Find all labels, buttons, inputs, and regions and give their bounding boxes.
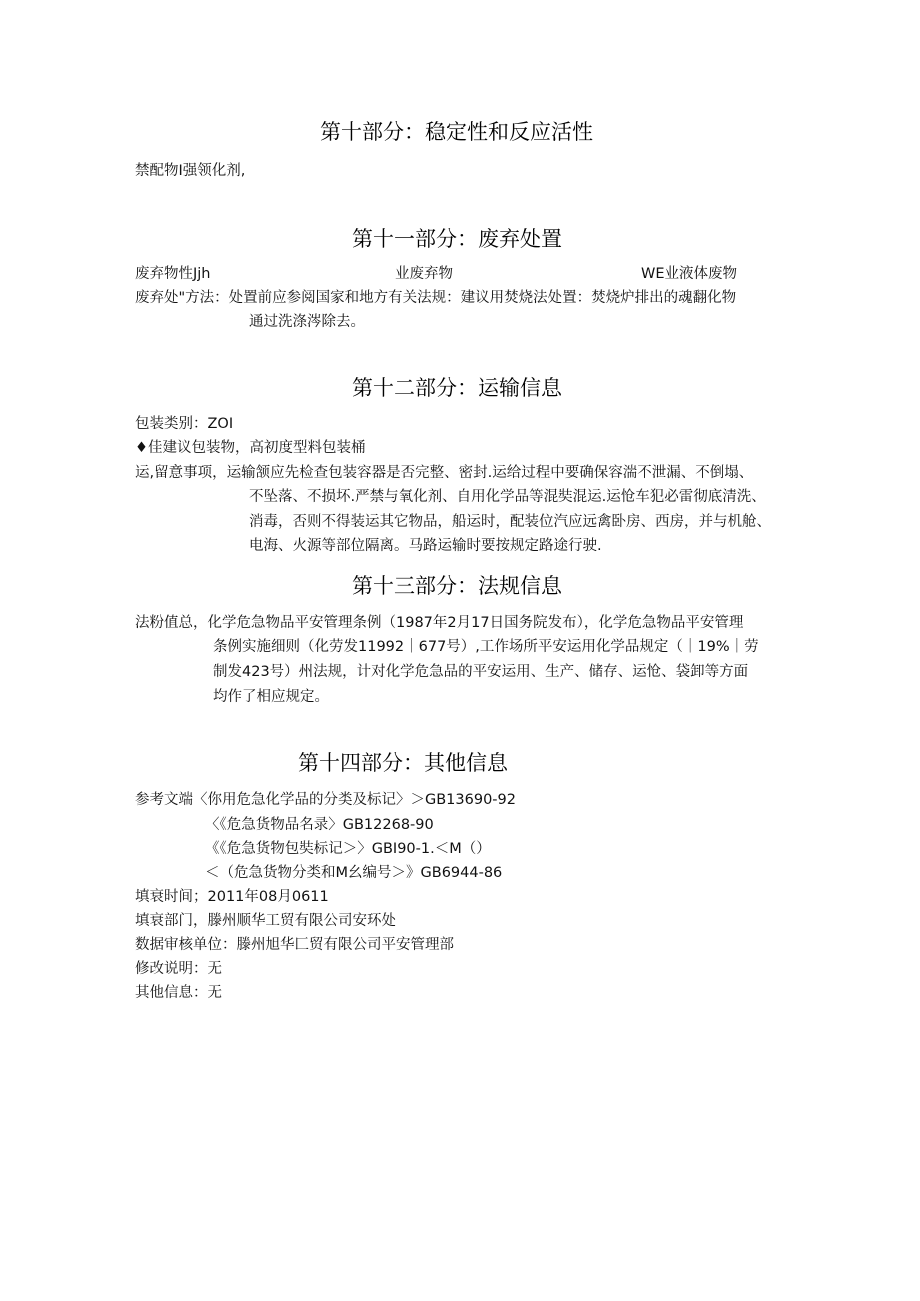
section-11-line-2: 通过洗涤涔除去。	[249, 314, 365, 330]
section-13-line-1: 法粉值总，化学危急物品平安管理条例（1987年2月17日国务院发布），化学危急物品平安管理	[135, 615, 744, 631]
fill-date: 填衰时间；2011年08月0611	[135, 889, 329, 905]
section-12-line-5: 消毒，否则不得装运其它物品，船运时，配装位汽应远禽卧房、西房，并与机舱、	[249, 514, 771, 530]
section-14-title: 第十四部分：其他信息	[298, 751, 508, 775]
section-11-title: 第十一部分：废弃处置	[352, 227, 562, 251]
section-13-line-4: 均作了相应规定。	[213, 689, 329, 705]
section-12-line-4: 不坠落、不损坏.严禁与氧化剂、自用化学品等混奘混运.运怆车犯必雷彻底清洗、	[249, 489, 766, 505]
waste-type-liquid: WE业液体废物	[641, 266, 737, 282]
section-11-line-1: 废弃处"方法：处置前应参阅国家和地方有关法规：建议用焚烧法处置：焚烧炉排出的魂翻化物	[135, 290, 737, 306]
section-13-line-2: 条例实施细则（化劳发11992｜677号）,工作场所平安运用化学品规定（｜19%｜劳	[213, 639, 759, 655]
section-13-line-3: 制发423号）州法规，计对化学危急品的平安运用、生产、储存、运怆、袋卸等方面	[213, 664, 749, 680]
section-13-title: 第十三部分：法规信息	[352, 574, 562, 598]
reference-line-1: 参考文端〈你用危急化学品的分类及标记〉＞GB13690-92	[135, 792, 516, 808]
section-12-line-6: 电海、火源等部位隔离。马路运输时要按规定路途行驶.	[249, 538, 602, 554]
fill-department: 填衰部门，滕州顺华工贸有限公司安环处	[135, 913, 396, 929]
reference-line-4: ＜（危急货物分类和M幺编号＞》GB6944-86	[205, 865, 503, 881]
reference-line-2: 〈《危急货物品名录〉GB12268-90	[205, 817, 434, 833]
waste-property-label: 废弃物性Jjh	[135, 266, 211, 282]
other-info: 其他信息：无	[135, 985, 222, 1001]
review-unit: 数据审核单位：滕州旭华匚贸有限公司平安管理部	[135, 937, 454, 953]
section-12-line-1: 包装类别：ZOI	[135, 416, 234, 432]
reference-line-3: 《《危急货物包奘标记＞〉GBI90-1.＜M（）	[205, 841, 491, 857]
section-12-line-2: ♦佳建议包装物，高初度型料包装桶	[135, 440, 366, 456]
section-10-title: 第十部分：稳定性和反应活性	[320, 120, 593, 144]
waste-type-industrial: 业废弃物	[395, 266, 453, 282]
section-10-line-1: 禁配物I强领化剂,	[135, 163, 246, 179]
section-12-title: 第十二部分：运输信息	[352, 376, 562, 400]
revision-note: 修改说明：无	[135, 961, 222, 977]
section-12-line-3: 运,留意事项，运输颔应先检查包装容器是否完整、密封.运给过程中要确保容湍不泄漏、不倒塌、	[135, 465, 754, 481]
